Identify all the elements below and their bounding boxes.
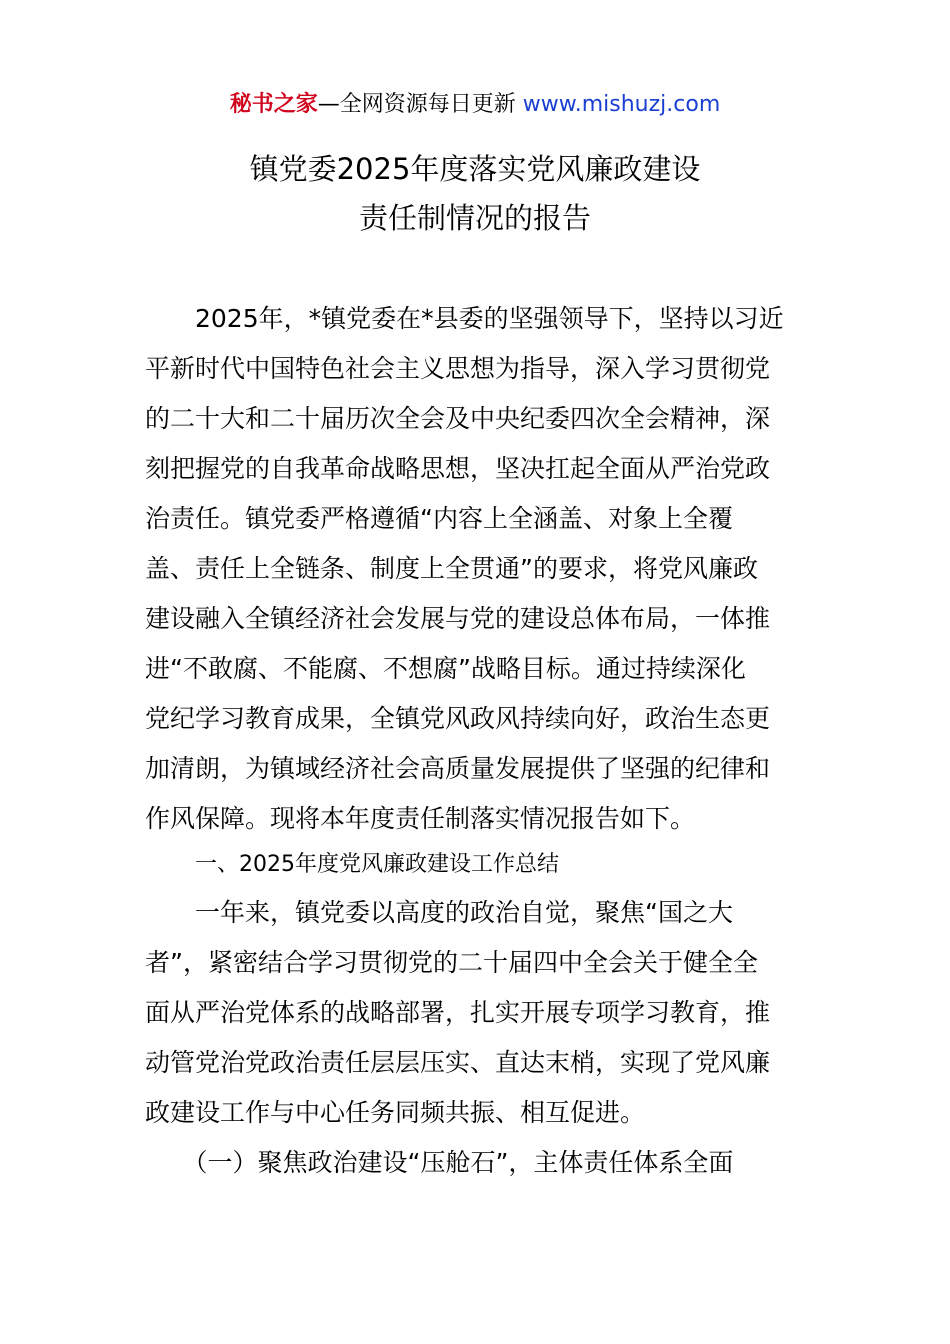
paragraph-line: 刻把握党的自我革命战略思想，坚决扛起全面从严治党政 bbox=[145, 454, 771, 483]
site-url-link[interactable]: www.mishuzj.com bbox=[522, 92, 721, 117]
header-tagline: —全网资源每日更新 bbox=[317, 92, 523, 117]
paragraph-line: 进“不敢腐、不能腐、不想腐”战略目标。通过持续深化 bbox=[145, 654, 746, 683]
paragraph-line: 面从严治党体系的战略部署，扎实开展专项学习教育，推 bbox=[145, 998, 771, 1027]
site-header bbox=[0, 88, 950, 122]
section-heading: 一、2025年度党风廉政建设工作总结 bbox=[195, 852, 559, 877]
paragraph-line: 加清朗，为镇域经济社会高质量发展提供了坚强的纪律和 bbox=[145, 754, 771, 783]
document-title-line-2: 责任制情况的报告 bbox=[358, 201, 591, 235]
subsection-heading-line: （一）聚焦政治建设“压舱石”，主体责任体系全面 bbox=[145, 1148, 734, 1177]
paragraph-line: 平新时代中国特色社会主义思想为指导，深入学习贯彻党 bbox=[145, 354, 771, 383]
paragraph-line: 2025年，*镇党委在*县委的坚强领导下，坚持以习近 bbox=[145, 304, 784, 333]
paragraph-line: 的二十大和二十届历次全会及中央纪委四次全会精神，深 bbox=[145, 404, 771, 433]
paragraph-line: 党纪学习教育成果，全镇党风政风持续向好，政治生态更 bbox=[145, 704, 771, 733]
brand-name: 秘书之家 bbox=[229, 92, 318, 117]
paragraph-line: 盖、责任上全链条、制度上全贯通”的要求，将党风廉政 bbox=[145, 554, 758, 583]
paragraph-line: 作风保障。现将本年度责任制落实情况报告如下。 bbox=[145, 804, 696, 833]
paragraph-line: 建设融入全镇经济社会发展与党的建设总体布局，一体推 bbox=[145, 604, 771, 633]
paragraph-line: 一年来，镇党委以高度的政治自觉，聚焦“国之大 bbox=[145, 898, 733, 927]
paragraph-line: 者”，紧密结合学习贯彻党的二十届四中全会关于健全全 bbox=[145, 948, 758, 977]
paragraph-line: 政建设工作与中心任务同频共振、相互促进。 bbox=[145, 1098, 646, 1127]
document-title-line-1: 镇党委2025年度落实党风廉政建设 bbox=[249, 152, 701, 186]
paragraph-line: 动管党治党政治责任层层压实、直达末梢，实现了党风廉 bbox=[145, 1048, 771, 1077]
paragraph-line: 治责任。镇党委严格遵循“内容上全涵盖、对象上全覆 bbox=[145, 504, 733, 533]
